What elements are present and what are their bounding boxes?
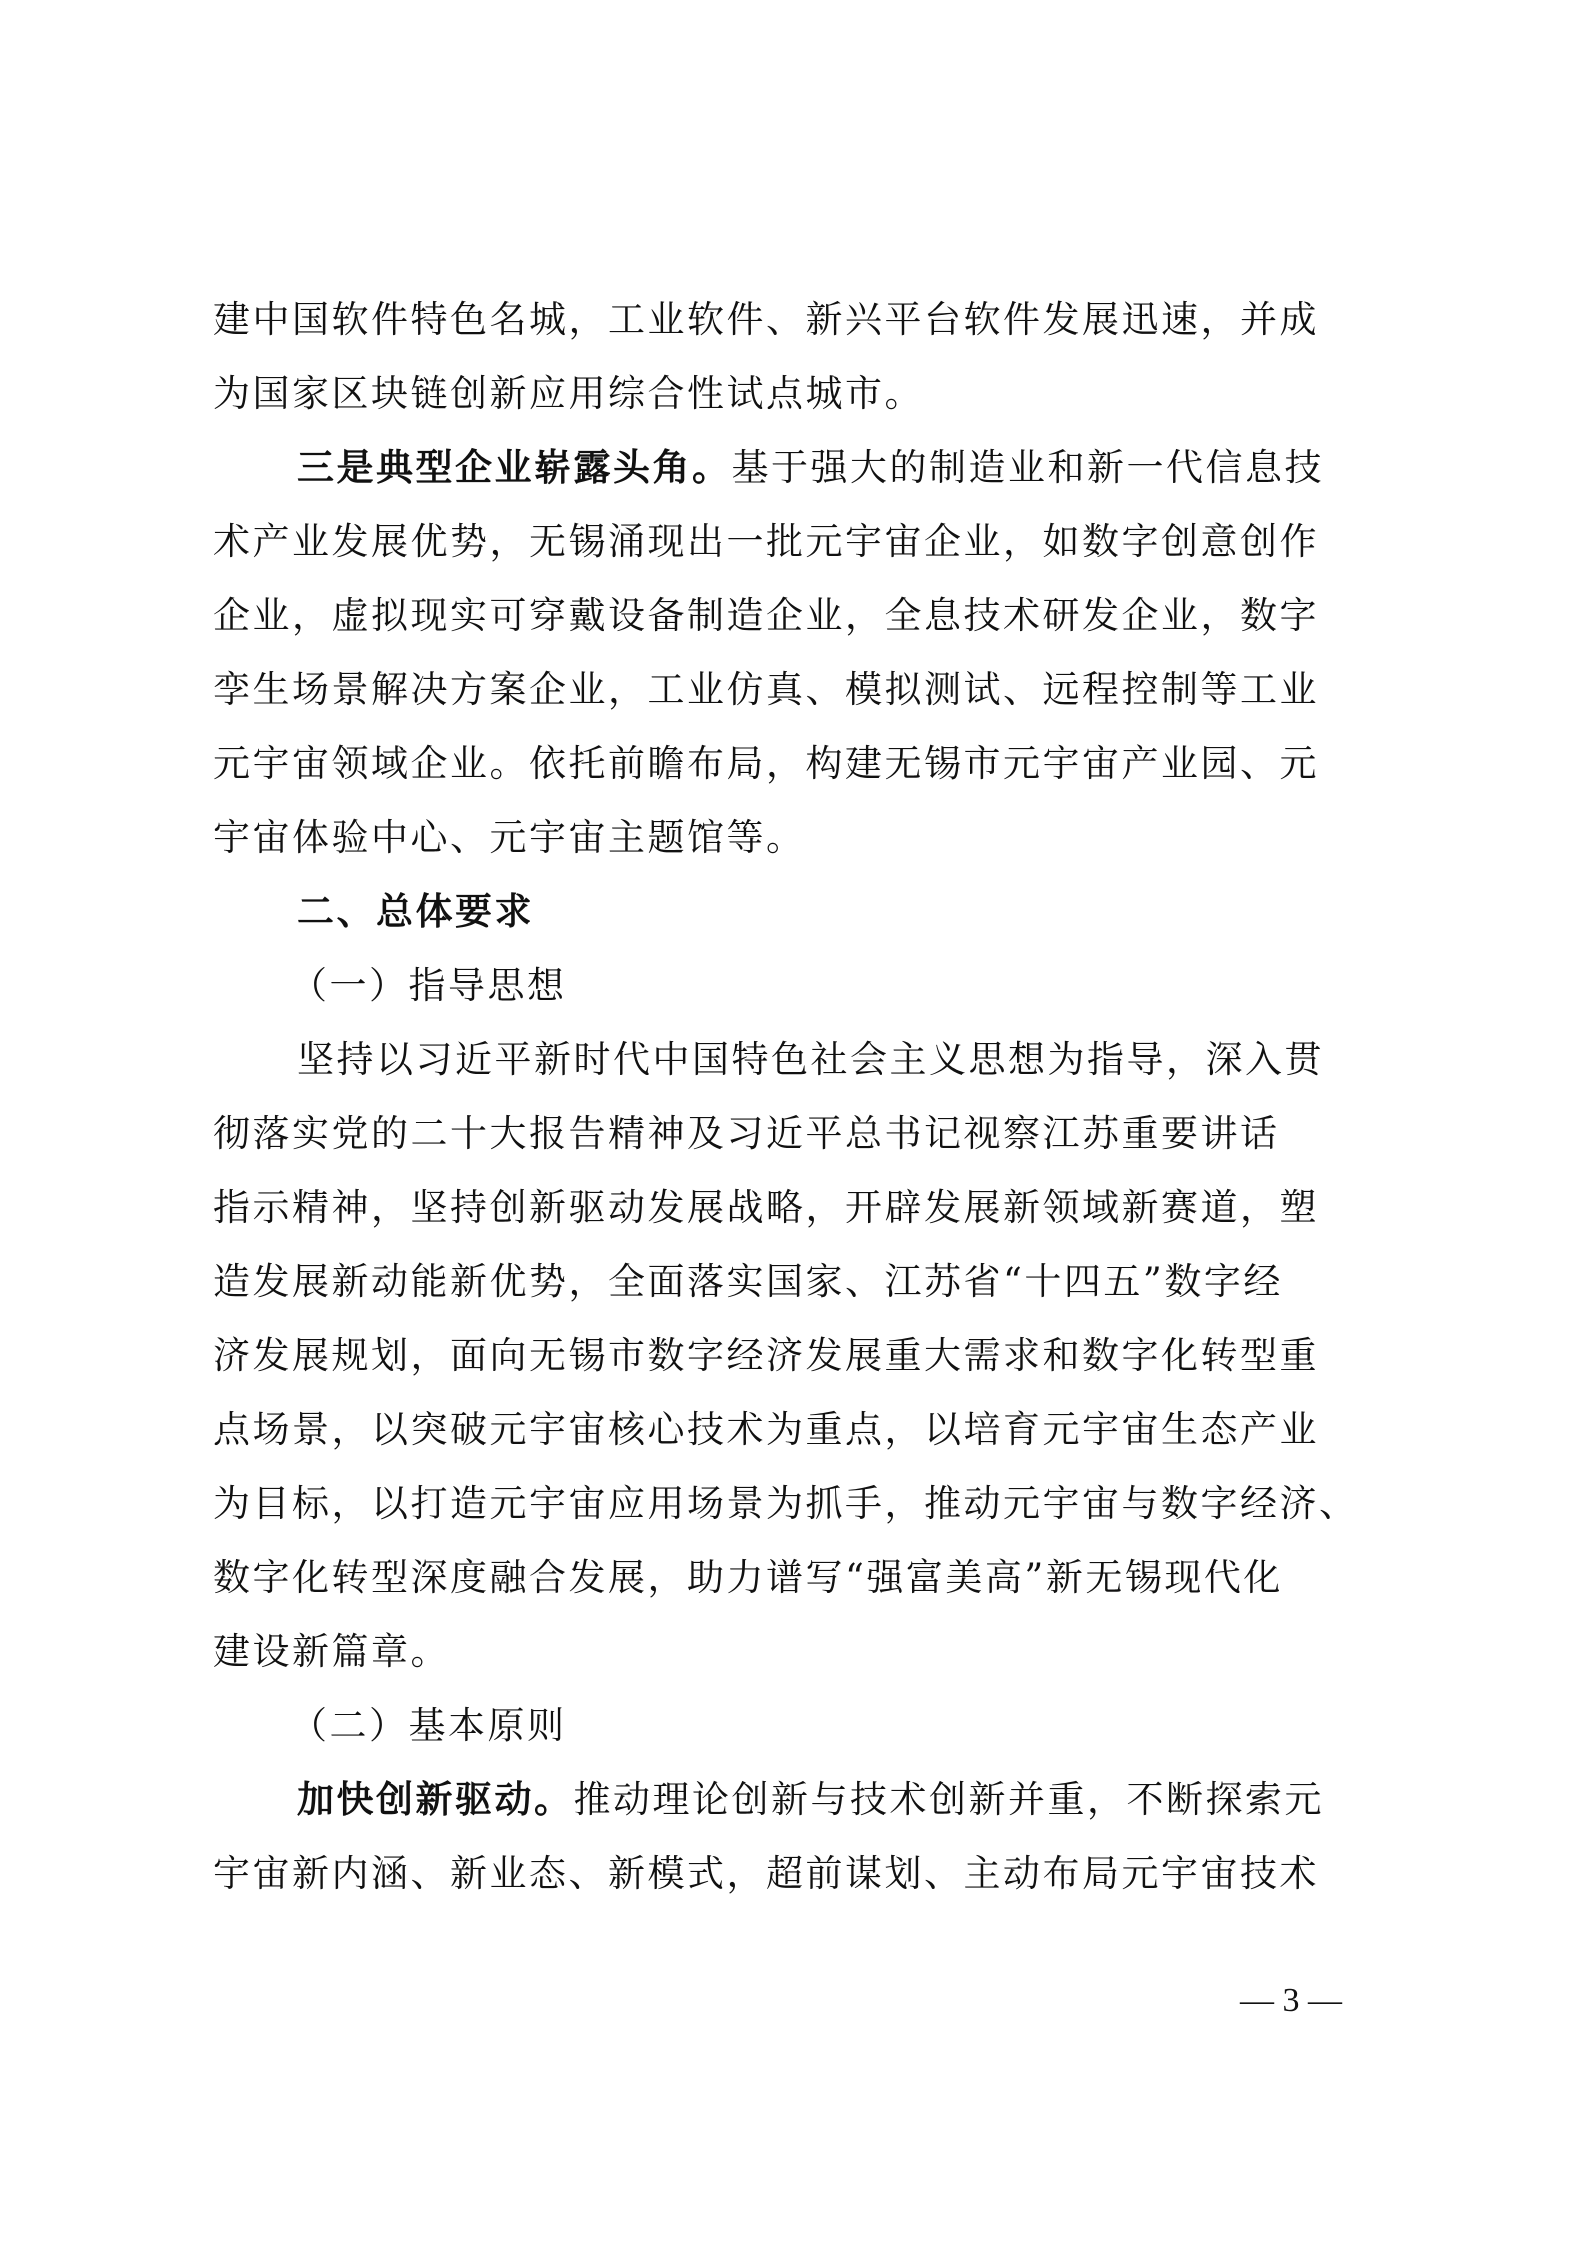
body-text-line: 济发展规划，面向无锡市数字经济发展重大需求和数字化转型重 (213, 1334, 1319, 1377)
body-text-line: 点场景，以突破元宇宙核心技术为重点，以培育元宇宙生态产业 (213, 1408, 1319, 1451)
body-text-line: 为国家区块链创新应用综合性试点城市。 (213, 372, 924, 415)
body-text-line: 为目标，以打造元宇宙应用场景为抓手，推动元宇宙与数字经济、 (213, 1482, 1359, 1525)
section-heading: 二、总体要求 (297, 890, 534, 933)
body-text-line: 宇宙体验中心、元宇宙主题馆等。 (213, 816, 806, 859)
subsection-heading: （一）指导思想 (290, 964, 567, 1007)
body-text-line: 数字化转型深度融合发展，助力谱写“强富美高”新无锡现代化 (213, 1556, 1283, 1599)
body-text-line: 建设新篇章。 (213, 1630, 450, 1673)
body-text-line: 彻落实党的二十大报告精神及习近平总书记视察江苏重要讲话 (213, 1112, 1280, 1155)
page-number: — 3 — (1240, 1982, 1342, 2019)
paragraph-lead: 加快创新驱动。 (297, 1778, 574, 1821)
body-text-line: 造发展新动能新优势，全面落实国家、江苏省“十四五”数字经 (213, 1260, 1283, 1303)
body-text-line: 宇宙新内涵、新业态、新模式，超前谋划、主动布局元宇宙技术 (213, 1852, 1319, 1895)
body-text-line: 建中国软件特色名城，工业软件、新兴平台软件发展迅速，并成 (213, 298, 1319, 341)
body-text-line: 术产业发展优势，无锡涌现出一批元宇宙企业，如数字创意创作 (213, 520, 1319, 563)
body-text-line: 元宇宙领域企业。依托前瞻布局，构建无锡市元宇宙产业园、元 (213, 742, 1319, 785)
paragraph-innovation-drive: 加快创新驱动。推动理论创新与技术创新并重，不断探索元 (297, 1778, 1324, 1821)
body-text-line: 指示精神，坚持创新驱动发展战略，开辟发展新领域新赛道，塑 (213, 1186, 1319, 1229)
body-text-line: 企业，虚拟现实可穿戴设备制造企业，全息技术研发企业，数字 (213, 594, 1319, 637)
paragraph-typical-enterprises: 三是典型企业崭露头角。基于强大的制造业和新一代信息技 (297, 446, 1324, 489)
paragraph-lead: 三是典型企业崭露头角。 (297, 446, 732, 489)
body-text-line: 坚持以习近平新时代中国特色社会主义思想为指导，深入贯 (297, 1038, 1324, 1081)
subsection-heading: （二）基本原则 (290, 1704, 567, 1747)
body-text-line: 孪生场景解决方案企业，工业仿真、模拟测试、远程控制等工业 (213, 668, 1319, 711)
